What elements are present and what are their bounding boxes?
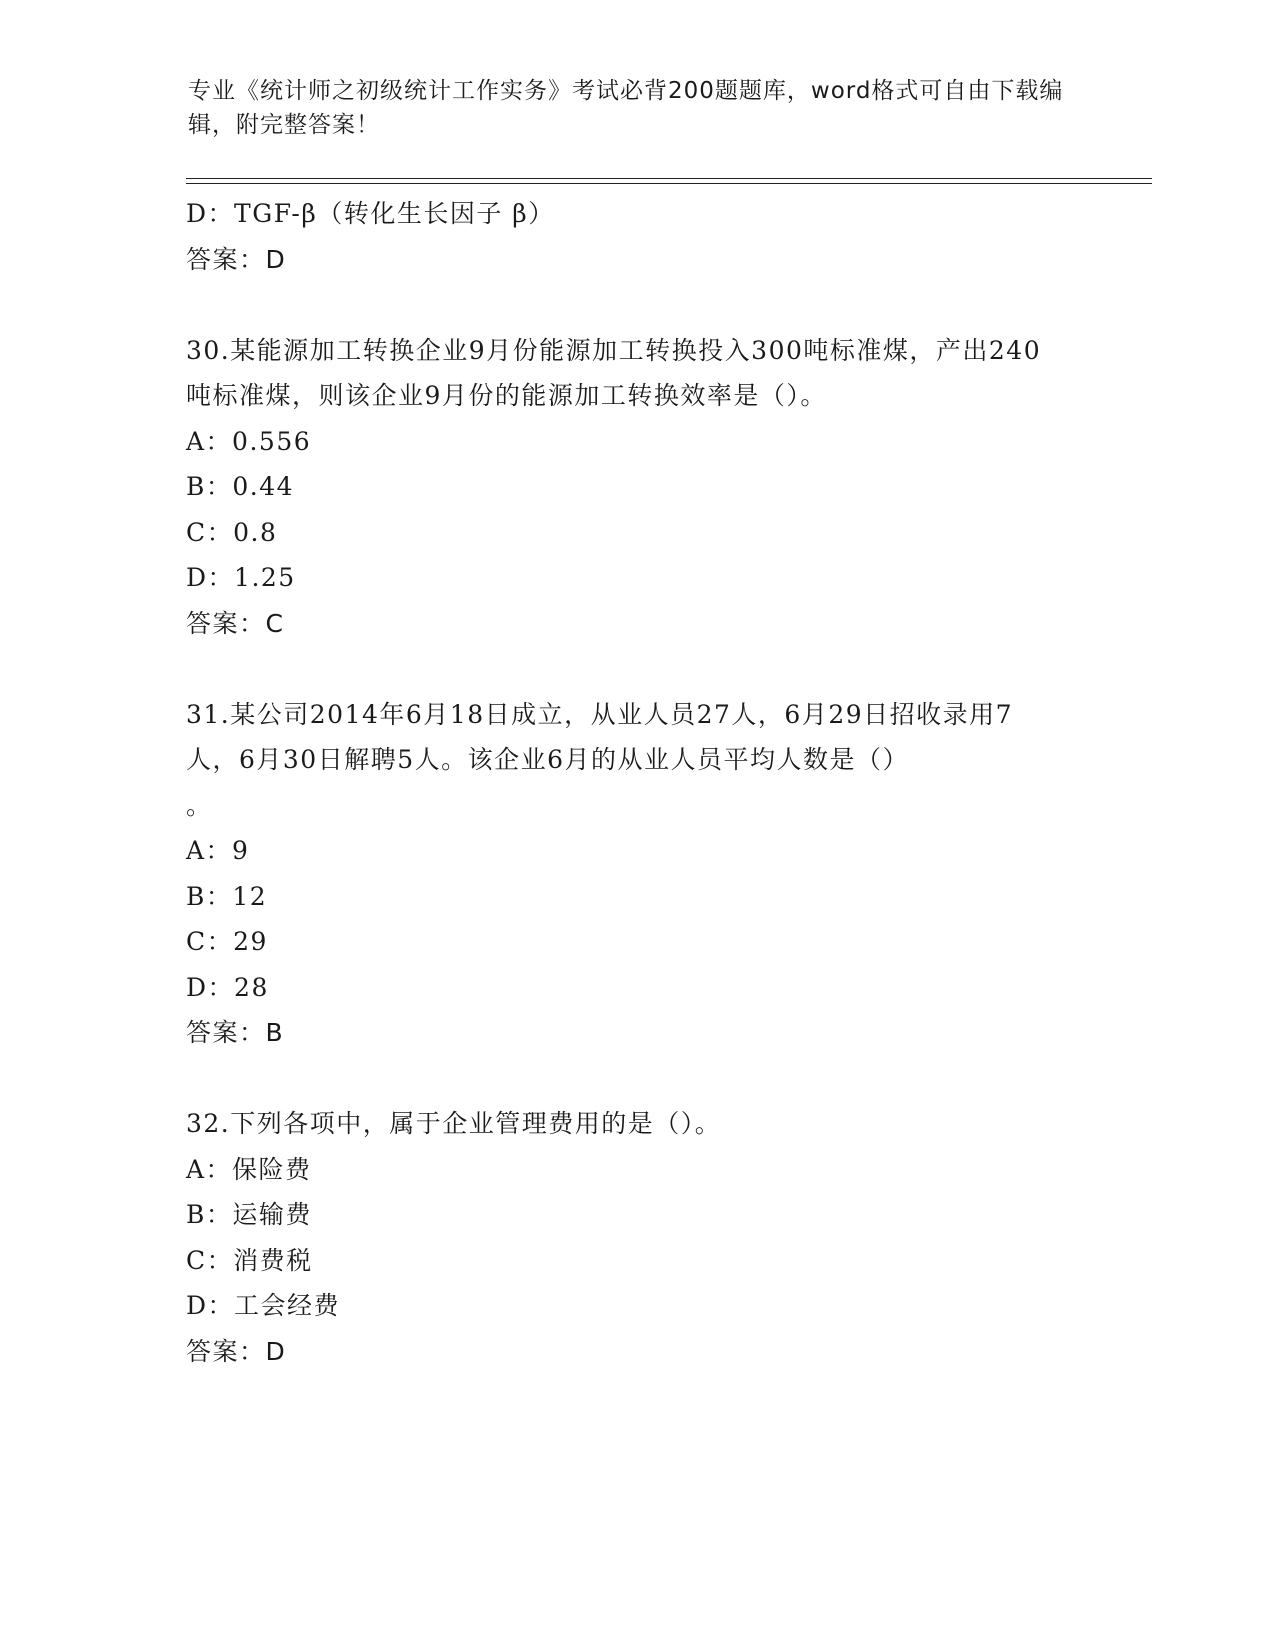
option-a: A：9 [186, 836, 250, 865]
question-text: 31.某公司2014年6月18日成立，从业人员27人，6月29日招收录用7人，6月30日解聘5人。该企业6月的从业人员平均人数是（） [186, 699, 1014, 774]
option-c: C：29 [186, 927, 268, 956]
option-d: D：1.25 [186, 563, 296, 592]
option-b: B：12 [186, 881, 268, 911]
question-block-32 [186, 1101, 1086, 1374]
question-block-29 [186, 191, 1086, 282]
question-block-30 [186, 328, 1086, 647]
option-a: A：保险费 [186, 1154, 312, 1184]
document-body [186, 191, 1086, 1374]
option-a: A：0.556 [186, 426, 312, 456]
header-divider-top [186, 178, 1152, 179]
answer-line: 答案：D [186, 1336, 287, 1366]
option-b: B：运输费 [186, 1200, 312, 1229]
question-text: 30.某能源加工转换企业9月份能源加工转换投入300吨标准煤，产出240吨标准煤，则该企业9月份的能源加工转换效率是（）。 [186, 335, 1042, 410]
header-divider-bottom [186, 183, 1152, 184]
answer-line: 答案：D [186, 244, 287, 274]
option-c: C：0.8 [186, 517, 278, 547]
option-d: D：28 [186, 972, 269, 1002]
question-block-31 [186, 692, 1086, 1056]
option-b: B：0.44 [186, 472, 295, 501]
option-d: D：工会经费 [186, 1291, 341, 1320]
header-text: 专业《统计师之初级统计工作实务》考试必背200题题库，word格式可自由下载编辑，附完整答案！ [188, 78, 1064, 138]
answer-line: 答案：C [186, 608, 285, 638]
option-c: C：消费税 [186, 1245, 313, 1275]
document-header [188, 74, 1088, 142]
question-text-tail: 。 [186, 790, 213, 820]
question-text: 32.下列各项中，属于企业管理费用的是（）。 [186, 1109, 722, 1138]
answer-line: 答案：B [186, 1018, 285, 1047]
option-d: D：TGF-β（转化生长因子 β） [186, 199, 555, 228]
